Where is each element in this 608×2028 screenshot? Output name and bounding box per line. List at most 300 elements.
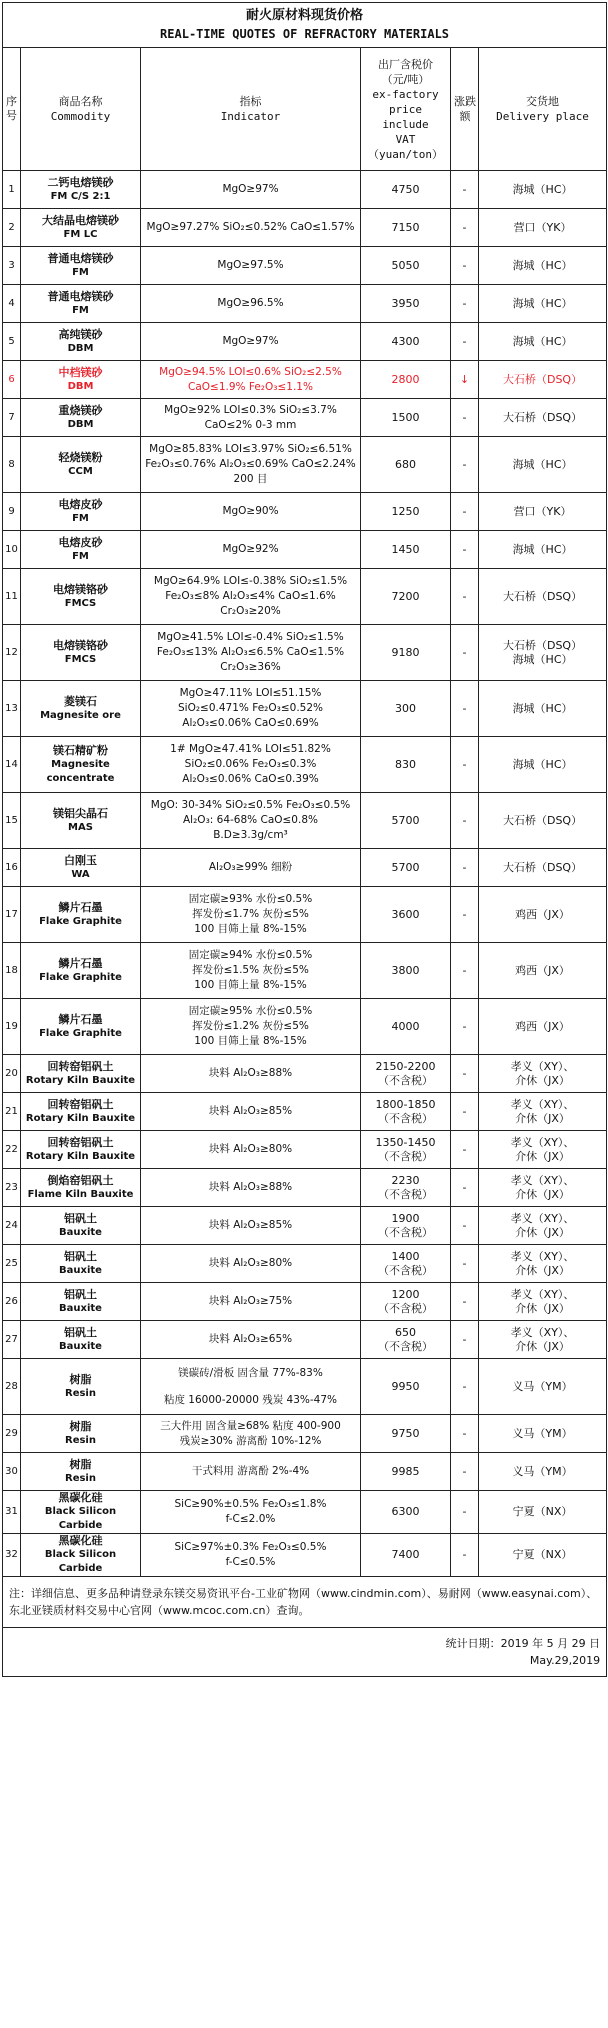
- header-delivery-en: Delivery place: [496, 110, 589, 123]
- commodity-en: FM: [72, 266, 89, 278]
- indicator-line: 块料 Al₂O₃≥75%: [208, 1295, 293, 1307]
- indicator-line: 固定碳≥95% 水份≤0.5%: [188, 1005, 313, 1017]
- change-cell: -: [451, 793, 479, 849]
- header-indicator-en: Indicator: [220, 110, 281, 123]
- delivery-line: 鸡西（JX）: [515, 907, 570, 921]
- change-cell: -: [451, 625, 479, 681]
- commodity-cn: 铝矾土: [64, 1287, 97, 1301]
- indicator-line: 固定碳≥94% 水份≤0.5%: [188, 949, 313, 961]
- row-number: 22: [3, 1131, 21, 1169]
- delivery-cell: [479, 437, 607, 493]
- commodity-cell: [21, 1491, 141, 1534]
- price-cell: [361, 1093, 451, 1131]
- price-line: （不含税）: [378, 1301, 433, 1315]
- change-cell: -: [451, 1245, 479, 1283]
- indicator-line: Fe₂O₃≤8% Al₂O₃≤4% CaO≤1.6%: [165, 590, 336, 602]
- commodity-cn: 电熔镁铬砂: [53, 638, 108, 652]
- commodity-en: FM C/S 2:1: [50, 190, 111, 202]
- price-line: 300: [395, 701, 416, 715]
- price-cell: [361, 209, 451, 247]
- price-line: 1800-1850: [375, 1097, 436, 1111]
- commodity-cn: 黑碳化硅: [58, 1534, 103, 1547]
- footer-date-row: [3, 1628, 607, 1677]
- change-cell: -: [451, 1453, 479, 1491]
- commodity-cn: 黑碳化硅: [58, 1491, 103, 1504]
- indicator-line: 100 目筛上量 8%-15%: [194, 979, 307, 991]
- change-cell: -: [451, 531, 479, 569]
- header-price-line: ex-factory: [372, 87, 439, 101]
- delivery-cell: [479, 209, 607, 247]
- delivery-line: 义马（YM）: [512, 1379, 573, 1393]
- table-row: [3, 1283, 607, 1321]
- commodity-cell: [21, 943, 141, 999]
- indicator-line: 干式料用 游离酚 2%-4%: [191, 1465, 310, 1477]
- title-row: [3, 3, 607, 48]
- price-cell: [361, 1169, 451, 1207]
- commodity-cn: 白刚玉: [64, 853, 97, 867]
- change-cell: -: [451, 1534, 479, 1577]
- table-row: [3, 793, 607, 849]
- commodity-cn: 菱镁石: [64, 694, 97, 708]
- indicator-line: Al₂O₃≥99% 细粉: [208, 861, 293, 873]
- indicator-line: CaO≤1.9% Fe₂O₃≤1.1%: [188, 380, 313, 393]
- price-line: 1900: [391, 1211, 420, 1225]
- indicator-line: Al₂O₃≤0.06% CaO≤0.39%: [182, 773, 319, 785]
- table-row: [3, 681, 607, 737]
- row-number: 29: [3, 1415, 21, 1453]
- indicator-line: [143, 1381, 358, 1393]
- commodity-en: DBM: [67, 342, 94, 354]
- price-line: 680: [395, 457, 416, 471]
- commodity-en: Flake Graphite: [39, 971, 122, 983]
- commodity-cell: [21, 1359, 141, 1415]
- commodity-cn: 大结晶电熔镁砂: [42, 213, 119, 227]
- indicator-cell: [141, 1415, 361, 1453]
- row-number: 19: [3, 999, 21, 1055]
- change-cell: -: [451, 1359, 479, 1415]
- indicator-line: MgO≥92% LOI≤0.3% SiO₂≤3.7%: [164, 403, 337, 416]
- commodity-cn: 树脂: [69, 1457, 92, 1471]
- indicator-cell: [141, 737, 361, 793]
- indicator-cell: [141, 399, 361, 437]
- delivery-line: 义马（YM）: [512, 1426, 573, 1440]
- row-number: 25: [3, 1245, 21, 1283]
- change-cell: -: [451, 171, 479, 209]
- table-row: [3, 437, 607, 493]
- delivery-line: 鸡西（JX）: [515, 963, 570, 977]
- price-line: 830: [395, 757, 416, 771]
- indicator-cell: [141, 943, 361, 999]
- commodity-en: DBM: [67, 380, 94, 392]
- price-line: 7400: [391, 1548, 420, 1561]
- delivery-cell: [479, 1321, 607, 1359]
- delivery-line: 大石桥（DSQ）: [502, 638, 583, 652]
- header-price-line: price include: [382, 102, 429, 131]
- delivery-line: 海城（HC）: [512, 757, 573, 771]
- commodity-cn: 高纯镁砂: [58, 327, 103, 341]
- row-number: 24: [3, 1207, 21, 1245]
- table-row: [3, 1055, 607, 1093]
- commodity-cell: [21, 681, 141, 737]
- indicator-line: 挥发份≤1.5% 灰份≤5%: [192, 964, 309, 976]
- price-line: 4300: [391, 334, 420, 348]
- row-number: 30: [3, 1453, 21, 1491]
- change-cell: -: [451, 1415, 479, 1453]
- commodity-cn: 重烧镁砂: [58, 403, 103, 417]
- price-cell: [361, 1055, 451, 1093]
- commodity-cn: 轻烧镁粉: [58, 450, 103, 464]
- indicator-line: MgO≥90%: [222, 505, 279, 517]
- price-cell: [361, 569, 451, 625]
- table-row: [3, 849, 607, 887]
- row-number: 21: [3, 1093, 21, 1131]
- header-change-label: 涨跌额: [454, 95, 476, 123]
- commodity-en: Resin: [65, 1434, 96, 1446]
- delivery-cell: [479, 493, 607, 531]
- indicator-line: f-C≤0.5%: [225, 1556, 276, 1568]
- price-cell: [361, 247, 451, 285]
- price-line: （不含税）: [378, 1111, 433, 1125]
- delivery-cell: [479, 399, 607, 437]
- price-line: （不含税）: [378, 1073, 433, 1087]
- commodity-en: Bauxite: [59, 1302, 102, 1314]
- header-no: [3, 48, 21, 171]
- indicator-line: MgO≥85.83% LOI≤3.97% SiO₂≤6.51%: [149, 443, 352, 455]
- commodity-cell: [21, 1415, 141, 1453]
- price-cell: [361, 1207, 451, 1245]
- price-line: （不含税）: [378, 1149, 433, 1163]
- price-cell: [361, 399, 451, 437]
- indicator-line: MgO≥64.9% LOI≤-0.38% SiO₂≤1.5%: [153, 575, 348, 587]
- commodity-cn: 电熔镁铬砂: [53, 582, 108, 596]
- commodity-cell: [21, 1055, 141, 1093]
- indicator-line: Al₂O₃: 64-68% CaO≤0.8%: [183, 814, 318, 826]
- delivery-line: 宁夏（NX）: [512, 1548, 573, 1561]
- commodity-cell: [21, 793, 141, 849]
- indicator-line: MgO≥41.5% LOI≤-0.4% SiO₂≤1.5%: [157, 631, 344, 643]
- delivery-cell: [479, 247, 607, 285]
- delivery-cell: [479, 887, 607, 943]
- change-cell: -: [451, 1207, 479, 1245]
- indicator-line: 200 目: [233, 473, 268, 485]
- row-number: 20: [3, 1055, 21, 1093]
- delivery-line: 孝义（XY）、: [510, 1097, 575, 1111]
- commodity-cn: 倒焰窑铝矾土: [47, 1173, 114, 1187]
- title-en: REAL-TIME QUOTES OF REFRACTORY MATERIALS: [160, 27, 450, 41]
- row-number: 13: [3, 681, 21, 737]
- header-price: [361, 48, 451, 171]
- row-number: 7: [3, 399, 21, 437]
- commodity-cell: [21, 1453, 141, 1491]
- price-cell: [361, 1131, 451, 1169]
- footer-date: [3, 1628, 607, 1677]
- commodity-cell: [21, 531, 141, 569]
- commodity-en: Rotary Kiln Bauxite: [25, 1112, 136, 1124]
- delivery-cell: [479, 793, 607, 849]
- indicator-line: MgO≥94.5% LOI≤0.6% SiO₂≤2.5%: [159, 365, 342, 378]
- delivery-line: 介休（JX）: [515, 1111, 570, 1125]
- row-number: 2: [3, 209, 21, 247]
- change-cell: -: [451, 1169, 479, 1207]
- price-line: 9950: [391, 1379, 420, 1393]
- price-cell: [361, 361, 451, 399]
- delivery-line: 宁夏（NX）: [512, 1505, 573, 1518]
- delivery-cell: [479, 737, 607, 793]
- row-number: 4: [3, 285, 21, 323]
- price-line: 6300: [391, 1505, 420, 1518]
- indicator-line: MgO≥97.27% SiO₂≤0.52% CaO≤1.57%: [146, 221, 355, 233]
- header-commodity-cn: 商品名称: [58, 95, 103, 108]
- indicator-line: 残炭≥30% 游离酚 10%-12%: [179, 1434, 322, 1447]
- change-cell: -: [451, 569, 479, 625]
- table-row: [3, 1491, 607, 1534]
- delivery-line: 海城（HC）: [512, 182, 573, 196]
- table-row: [3, 569, 607, 625]
- indicator-line: MgO≥97%: [222, 183, 279, 195]
- delivery-line: 大石桥（DSQ）: [502, 860, 583, 874]
- indicator-cell: [141, 1055, 361, 1093]
- table-row: [3, 493, 607, 531]
- delivery-cell: [479, 1359, 607, 1415]
- header-change: [451, 48, 479, 171]
- price-cell: [361, 887, 451, 943]
- indicator-cell: [141, 209, 361, 247]
- indicator-cell: [141, 1359, 361, 1415]
- delivery-cell: [479, 1055, 607, 1093]
- row-number: 26: [3, 1283, 21, 1321]
- price-cell: [361, 943, 451, 999]
- indicator-cell: [141, 849, 361, 887]
- indicator-line: 1# MgO≥47.41% LOI≤51.82%: [170, 743, 331, 755]
- commodity-en: Flame Kiln Bauxite: [27, 1188, 134, 1200]
- indicator-line: MgO≥97.5%: [217, 259, 284, 271]
- price-line: 650: [395, 1325, 416, 1339]
- price-line: 2150-2200: [375, 1059, 436, 1073]
- delivery-line: 营口（YK）: [513, 220, 572, 234]
- price-line: 3800: [391, 963, 420, 977]
- delivery-line: 介休（JX）: [515, 1225, 570, 1239]
- change-cell: -: [451, 849, 479, 887]
- row-number: 23: [3, 1169, 21, 1207]
- indicator-line: SiO₂≤0.471% Fe₂O₃≤0.52%: [178, 702, 323, 714]
- price-cell: [361, 1245, 451, 1283]
- price-line: 9750: [391, 1426, 420, 1440]
- indicator-cell: [141, 793, 361, 849]
- commodity-en: Rotary Kiln Bauxite: [25, 1150, 136, 1162]
- price-cell: [361, 493, 451, 531]
- price-line: 5700: [391, 860, 420, 874]
- header-delivery: [479, 48, 607, 171]
- delivery-cell: [479, 361, 607, 399]
- commodity-cn: 普通电熔镁砂: [47, 251, 114, 265]
- price-cell: [361, 681, 451, 737]
- table-row: [3, 1207, 607, 1245]
- indicator-line: 块料 Al₂O₃≥88%: [208, 1067, 293, 1079]
- change-cell: -: [451, 209, 479, 247]
- price-line: （不含税）: [378, 1187, 433, 1201]
- indicator-line: 挥发份≤1.2% 灰份≤5%: [192, 1020, 309, 1032]
- header-indicator: [141, 48, 361, 171]
- indicator-cell: [141, 361, 361, 399]
- commodity-en: Bauxite: [59, 1340, 102, 1352]
- change-cell: -: [451, 681, 479, 737]
- row-number: 15: [3, 793, 21, 849]
- delivery-line: 大石桥（DSQ）: [502, 410, 583, 424]
- delivery-line: 海城（HC）: [512, 542, 573, 556]
- table-row: [3, 323, 607, 361]
- price-line: （不含税）: [378, 1225, 433, 1239]
- price-table: [2, 2, 607, 1677]
- price-cell: [361, 323, 451, 361]
- delivery-line: 孝义（XY）、: [510, 1211, 575, 1225]
- delivery-line: 孝义（XY）、: [510, 1287, 575, 1301]
- table-row: [3, 943, 607, 999]
- price-line: 1350-1450: [375, 1135, 436, 1149]
- commodity-cell: [21, 1207, 141, 1245]
- price-line: 2800: [391, 372, 420, 386]
- price-line: 1200: [391, 1287, 420, 1301]
- indicator-line: MgO: 30-34% SiO₂≤0.5% Fe₂O₃≤0.5%: [150, 799, 351, 811]
- commodity-cell: [21, 323, 141, 361]
- indicator-cell: [141, 493, 361, 531]
- delivery-line: 营口（YK）: [513, 504, 572, 518]
- indicator-cell: [141, 1491, 361, 1534]
- row-number: 5: [3, 323, 21, 361]
- commodity-en: Bauxite: [59, 1226, 102, 1238]
- indicator-line: SiC≥97%±0.3% Fe₂O₃≤0.5%: [174, 1541, 327, 1553]
- row-number: 12: [3, 625, 21, 681]
- change-cell: -: [451, 1131, 479, 1169]
- delivery-cell: [479, 1207, 607, 1245]
- price-cell: [361, 793, 451, 849]
- delivery-cell: [479, 323, 607, 361]
- table-row: [3, 247, 607, 285]
- indicator-line: 100 目筛上量 8%-15%: [194, 923, 307, 935]
- commodity-cn: 鳞片石墨: [58, 956, 103, 970]
- price-cell: [361, 1534, 451, 1577]
- price-cell: [361, 1359, 451, 1415]
- delivery-line: 大石桥（DSQ）: [502, 372, 583, 386]
- commodity-cell: [21, 887, 141, 943]
- indicator-cell: [141, 1131, 361, 1169]
- delivery-cell: [479, 1093, 607, 1131]
- delivery-cell: [479, 625, 607, 681]
- indicator-cell: [141, 1245, 361, 1283]
- indicator-cell: [141, 437, 361, 493]
- table-row: [3, 1415, 607, 1453]
- indicator-line: f-C≤2.0%: [225, 1513, 276, 1525]
- indicator-line: MgO≥47.11% LOI≤51.15%: [179, 687, 322, 699]
- price-cell: [361, 1453, 451, 1491]
- commodity-en: DBM: [67, 418, 94, 430]
- indicator-line: MgO≥97%: [222, 335, 279, 347]
- header-price-line: 出厂含税价: [378, 57, 433, 71]
- table-row: [3, 1321, 607, 1359]
- indicator-line: Al₂O₃≤0.06% CaO≤0.69%: [182, 717, 319, 729]
- delivery-line: 海城（HC）: [512, 296, 573, 310]
- delivery-line: 介休（JX）: [515, 1073, 570, 1087]
- indicator-line: 块料 Al₂O₃≥80%: [208, 1257, 293, 1269]
- delivery-line: 海城（HC）: [512, 334, 573, 348]
- delivery-cell: [479, 1131, 607, 1169]
- indicator-cell: [141, 1534, 361, 1577]
- commodity-cn: 铝矾土: [64, 1211, 97, 1225]
- row-number: 16: [3, 849, 21, 887]
- delivery-line: 孝义（XY）、: [510, 1173, 575, 1187]
- row-number: 6: [3, 361, 21, 399]
- change-cell: -: [451, 493, 479, 531]
- commodity-cell: [21, 209, 141, 247]
- delivery-cell: [479, 999, 607, 1055]
- indicator-cell: [141, 171, 361, 209]
- commodity-cn: 回转窑铝矾土: [47, 1097, 114, 1111]
- row-number: 11: [3, 569, 21, 625]
- table-row: [3, 625, 607, 681]
- delivery-cell: [479, 569, 607, 625]
- delivery-line: 海城（HC）: [512, 652, 573, 666]
- delivery-cell: [479, 681, 607, 737]
- change-cell: -: [451, 323, 479, 361]
- header-row: [3, 48, 607, 171]
- price-line: （不含税）: [378, 1339, 433, 1353]
- footer-note-row: [3, 1577, 607, 1628]
- delivery-line: 海城（HC）: [512, 258, 573, 272]
- change-cell: -: [451, 285, 479, 323]
- change-cell: -: [451, 437, 479, 493]
- row-number: 9: [3, 493, 21, 531]
- delivery-line: 大石桥（DSQ）: [502, 589, 583, 603]
- commodity-en: Resin: [65, 1387, 96, 1399]
- delivery-cell: [479, 1169, 607, 1207]
- table-row: [3, 1131, 607, 1169]
- delivery-cell: [479, 531, 607, 569]
- delivery-line: 孝义（XY）、: [510, 1325, 575, 1339]
- price-cell: [361, 285, 451, 323]
- commodity-cn: 鳞片石墨: [58, 1012, 103, 1026]
- title-cn: 耐火原材料现货价格: [246, 8, 364, 23]
- change-cell: -: [451, 1491, 479, 1534]
- change-cell: -: [451, 1055, 479, 1093]
- commodity-en: WA: [71, 868, 90, 880]
- indicator-cell: [141, 1093, 361, 1131]
- indicator-cell: [141, 247, 361, 285]
- delivery-line: 介休（JX）: [515, 1339, 570, 1353]
- footer-note: 注：详细信息、更多品种请登录东镁交易资讯平台-工业矿物网（www.cindmin.com）、易耐网（www.easynai.com）、东北亚镁质材料交易中心官网（www.mcoc.com.cn）查询。: [3, 1577, 607, 1628]
- row-number: 17: [3, 887, 21, 943]
- commodity-en: FM: [72, 550, 89, 562]
- commodity-cell: [21, 361, 141, 399]
- commodity-cell: [21, 1131, 141, 1169]
- header-commodity-en: Commodity: [50, 110, 111, 123]
- indicator-line: 三大件用 固含量≥68% 粘度 400-900: [160, 1419, 341, 1432]
- commodity-cell: [21, 1245, 141, 1283]
- table-row: [3, 171, 607, 209]
- commodity-cell: [21, 1321, 141, 1359]
- indicator-line: CaO≤2% 0-3 mm: [204, 418, 297, 431]
- price-cell: [361, 1321, 451, 1359]
- indicator-line: 块料 Al₂O₃≥65%: [208, 1333, 293, 1345]
- commodity-cell: [21, 625, 141, 681]
- delivery-line: 孝义（XY）、: [510, 1249, 575, 1263]
- price-line: 7200: [391, 589, 420, 603]
- commodity-cn: 铝矾土: [64, 1325, 97, 1339]
- row-number: 32: [3, 1534, 21, 1577]
- row-number: 18: [3, 943, 21, 999]
- commodity-en: FM: [72, 304, 89, 316]
- indicator-cell: [141, 625, 361, 681]
- commodity-cn: 回转窑铝矾土: [47, 1059, 114, 1073]
- delivery-cell: [479, 1534, 607, 1577]
